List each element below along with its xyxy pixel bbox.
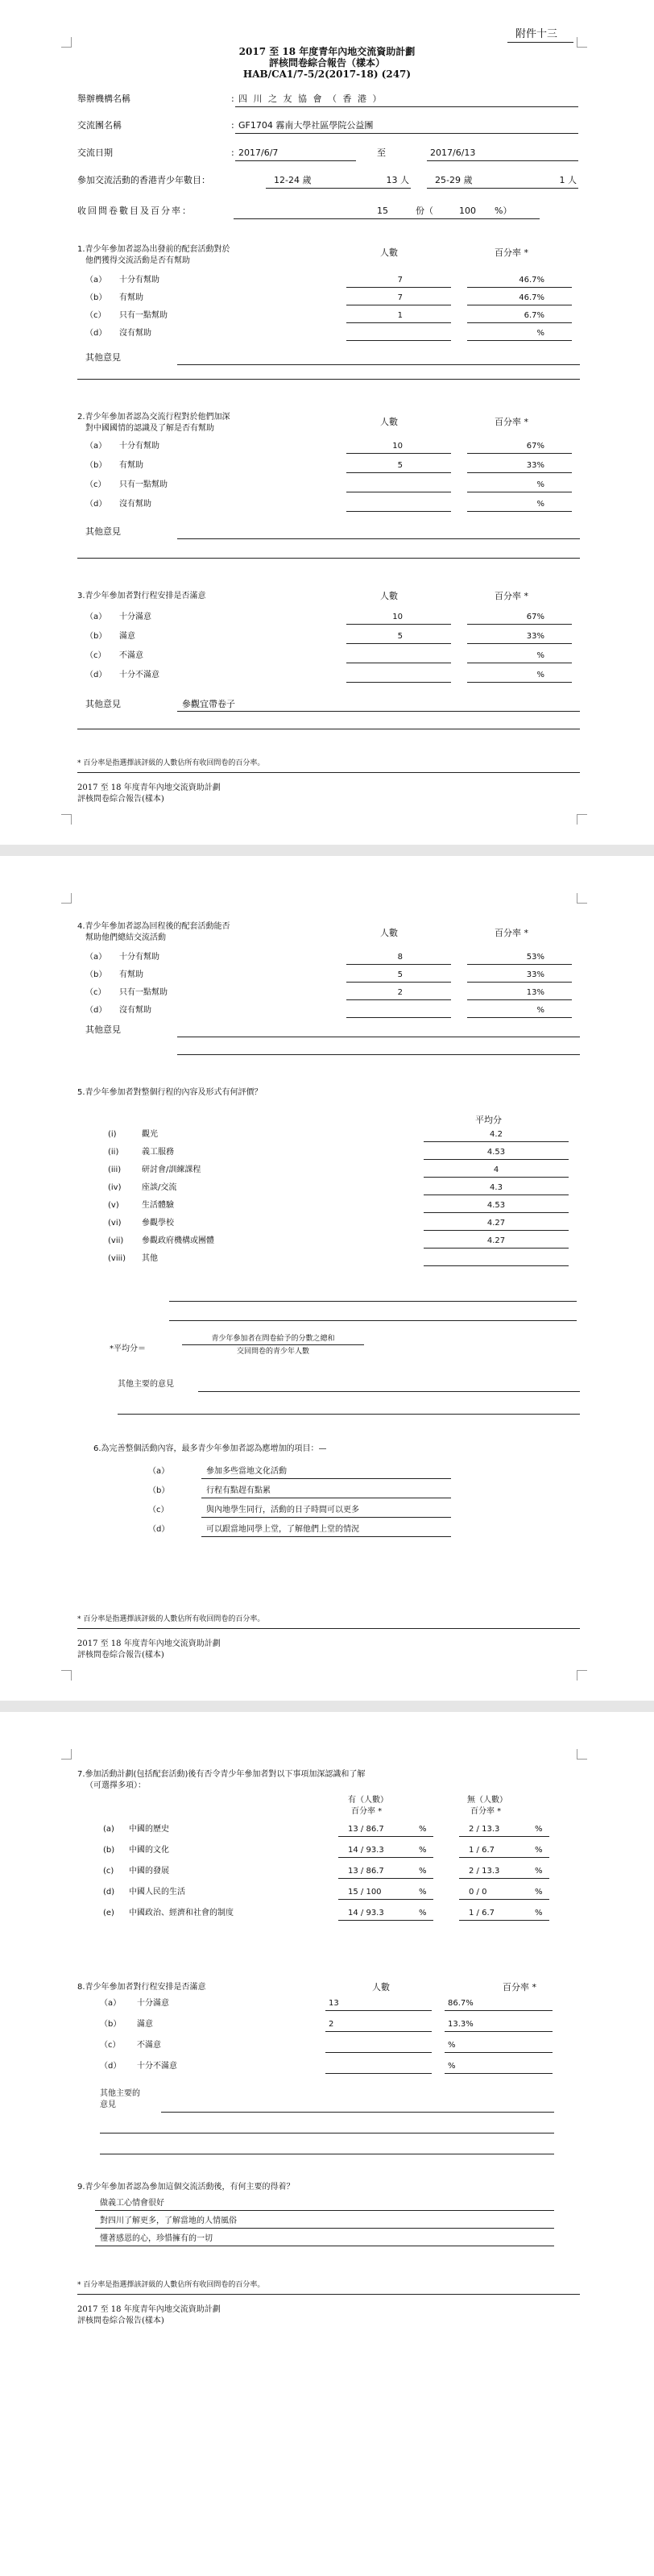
- q8-option-percent: 13.3%: [448, 2020, 474, 2029]
- q8-option-label: 十分滿意: [137, 1999, 169, 2008]
- q7-yes-percent-sign: %: [419, 1846, 427, 1855]
- underline: [424, 1177, 569, 1178]
- q2-option-mark: （c）: [85, 480, 106, 489]
- age-group-2-count: 1 人: [559, 175, 577, 185]
- q3-option-count: 10: [392, 613, 403, 621]
- q3-text: 3.青少年參加者對行程安排是否滿意: [77, 592, 206, 600]
- underline: [459, 1836, 549, 1837]
- q1-option-label: 只有一點幫助: [119, 311, 168, 320]
- q7-yes-value: 14 / 93.3: [348, 1909, 384, 1917]
- percent-header: 百分率 *: [503, 1982, 536, 1992]
- q7-item-mark: (e): [103, 1909, 114, 1917]
- q5-item-mark: (vi): [108, 1219, 122, 1228]
- q8-option-percent: %: [448, 2041, 456, 2050]
- q5-item-label: 座談/交流: [142, 1183, 177, 1192]
- q5-item-score: 4.2: [490, 1130, 503, 1139]
- underline: [467, 1017, 572, 1018]
- q3-option-percent: %: [536, 671, 544, 679]
- q7-no-percent-sign: %: [535, 1846, 543, 1855]
- percent-header: 百分率 *: [495, 928, 528, 938]
- underline: [467, 287, 572, 288]
- q5-item-score: 4: [493, 1165, 499, 1174]
- q4-option-mark: （d）: [85, 1006, 107, 1015]
- date-to-label: 至: [377, 147, 386, 158]
- q4-option-mark: （a）: [85, 953, 107, 962]
- underline: [346, 322, 451, 323]
- q5-item-label: 其他: [142, 1254, 158, 1263]
- count-header: 人數: [380, 417, 398, 427]
- returns-unit: 份（: [416, 206, 433, 216]
- q1-option-count: 1: [397, 311, 403, 320]
- percent-header: 百分率 *: [495, 591, 528, 601]
- q5-item-score: 4.53: [486, 1201, 506, 1210]
- q3-option-percent: %: [536, 651, 544, 660]
- q3-other-value: 參觀宜帶卷子: [182, 699, 235, 709]
- q2-option-label: 十分有幫助: [119, 442, 159, 451]
- yes-percent-header: 百分率 *: [351, 1807, 383, 1816]
- q4-option-label: 十分有幫助: [119, 953, 159, 962]
- q1-option-percent: 46.7%: [519, 293, 544, 302]
- q3-option-mark: （d）: [85, 671, 107, 679]
- q1-option-mark: （d）: [85, 329, 107, 338]
- underline: [325, 2031, 432, 2032]
- returns-count: 15: [377, 206, 388, 216]
- q8-option-label: 不滿意: [137, 2041, 161, 2050]
- q4-text: 4.青少年參加者認為回程後的配套活動能否: [77, 922, 230, 931]
- dates-label: 交流日期: [77, 147, 113, 158]
- count-header: 人數: [372, 1982, 390, 1992]
- q5-item-label: 參觀學校: [142, 1219, 174, 1228]
- footer-line-1: 2017 至 18 年度青年內地交流資助計劃: [77, 1639, 221, 1648]
- q7-no-value: 2 / 13.3: [469, 1825, 500, 1834]
- underline: [467, 511, 572, 512]
- q1-option-mark: （c）: [85, 311, 106, 320]
- q7-no-value: 2 / 13.3: [469, 1867, 500, 1876]
- annex-label: 附件十三: [515, 28, 558, 40]
- q5-item-mark: (iii): [108, 1165, 122, 1174]
- underline: [346, 340, 451, 341]
- q6-item-mark: （a）: [148, 1467, 170, 1476]
- q2-option-count: 10: [392, 442, 403, 451]
- no-percent-header: 百分率 *: [470, 1807, 502, 1816]
- q5-item-score: 4.3: [490, 1183, 503, 1192]
- q8-other-label: 其他主要的: [100, 2089, 140, 2098]
- underline: [346, 453, 451, 454]
- underline: [346, 472, 451, 473]
- q5-text: 5.青少年參加者對整個行程的內容及形式有何評價？: [77, 1088, 263, 1097]
- q4-option-mark: （b）: [85, 970, 107, 979]
- underline: [467, 982, 572, 983]
- formula-label: *平均分＝: [110, 1344, 146, 1353]
- q7-item-mark: (d): [103, 1888, 115, 1897]
- q1-option-percent: 6.7%: [524, 311, 544, 320]
- q5-item-mark: (iv): [108, 1183, 122, 1192]
- q2-other-label: 其他意見: [85, 526, 121, 537]
- q4-option-count: 2: [397, 988, 403, 997]
- underline: [445, 2052, 553, 2053]
- q9-answer: 對四川了解更多，了解當地的人情風俗: [100, 2217, 237, 2225]
- q2-text-2: 對中國國情的認識及了解是否有幫助: [85, 424, 214, 433]
- underline: [338, 1899, 433, 1900]
- q7-text-2: （可選擇多項）：: [85, 1781, 146, 1790]
- q7-yes-value: 15 / 100: [348, 1888, 382, 1897]
- q1-other-label: 其他意見: [85, 352, 121, 363]
- q4-option-label: 只有一點幫助: [119, 988, 168, 997]
- underline: [201, 1536, 451, 1537]
- q4-option-percent: %: [536, 1006, 544, 1015]
- q5-item-mark: (ii): [108, 1148, 119, 1157]
- underline: [467, 340, 572, 341]
- underline: [346, 1017, 451, 1018]
- q6-item-text: 行程有點趕有點累: [206, 1486, 271, 1495]
- underline: [346, 624, 451, 625]
- crop-mark: [61, 1670, 72, 1681]
- underline: [459, 1899, 549, 1900]
- q8-option-mark: （a）: [100, 1999, 122, 2008]
- q4-option-percent: 13%: [526, 988, 544, 997]
- q8-other-label-2: 意見: [100, 2100, 116, 2109]
- q2-option-percent: 33%: [526, 461, 544, 470]
- q5-item-label: 參觀政府機構或團體: [142, 1236, 214, 1245]
- underline: [467, 453, 572, 454]
- underline: [467, 999, 572, 1000]
- q7-item-label: 中國的發展: [129, 1867, 169, 1876]
- q8-option-count: 2: [329, 2020, 334, 2029]
- q3-option-label: 十分滿意: [119, 613, 151, 621]
- page-1: 附件十三 2017 至 18 年度青年內地交流資助計劃 評核問卷綜合報告（樣本） HAB/CA1/7-5/2(2017-18) (247) 舉辦機構名稱 : 四 川 之 友 協 會 （ 香 港 ） 交流團名稱 : GF1704 霧南大學社區學院公益團 交流日期 : 2017/6/7 至 2017/6/13 參加交流活動的香港青少年數目： 12-24 歲 13 人 25-29 歲 1 人 收回問卷數目及百分率： 15 份（ 100 %） 1.青少年參加者認為出發前的配套活動對於 他們獲得交流活動是否有幫助 人數 百分率 * 其他意見 2.青少年參加者認為交流行程對於他們加深 對中國國情的認識及了解是否有幫助 人數 百分率 * 其他意見 3.青少年參加者對行程安排是否滿意 人數 百分率 * 其他意見 參觀宜帶卷子 * 百分率是指選擇該評級的人數佔所有收回問卷的百分率。 2017 至 18 年度青年內地交流資助計劃 評核問卷綜合報告(樣本) （a） 十分有幫助 7 46.7% （b） 有幫助 7 46.7% （c） 只有一點幫助 1 6.7% （d） 沒有幫助 % （a） 十分有幫助 10 67% （b） 有幫助 5 33% （c） 只有一點幫助 % （d） 沒有幫助 % （a） 十分滿意 10 67% （b） 滿意 5 33% （c） 不滿意 % （d） 十分不滿意 %: [0, 0, 654, 845]
- q7-item-label: 中國政治、經濟和社會的制度: [129, 1909, 234, 1917]
- q4-option-count: 8: [397, 953, 403, 962]
- underline: [467, 472, 572, 473]
- q8-option-mark: （c）: [100, 2041, 121, 2050]
- age-group-1-count: 13 人: [386, 175, 409, 185]
- q2-option-mark: （d）: [85, 500, 107, 509]
- underline: [346, 964, 451, 965]
- q2-option-label: 只有一點幫助: [119, 480, 168, 489]
- underline: [325, 2052, 432, 2053]
- underline: [338, 1878, 433, 1879]
- returns-label: 收回問卷數目及百分率：: [77, 206, 192, 216]
- q1-option-count: 7: [397, 293, 403, 302]
- underline: [445, 2031, 553, 2032]
- program-value: GF1704 霧南大學社區學院公益團: [238, 120, 374, 131]
- count-header: 人數: [380, 591, 398, 601]
- q1-option-percent: 46.7%: [519, 276, 544, 285]
- q7-no-value: 0 / 0: [469, 1888, 487, 1897]
- age-group-2: 25-29 歲: [435, 175, 473, 185]
- q7-yes-percent-sign: %: [419, 1909, 427, 1917]
- q2-option-count: 5: [397, 461, 403, 470]
- crop-mark: [577, 1749, 587, 1760]
- underline: [445, 2073, 553, 2074]
- q7-item-label: 中國人民的生活: [129, 1888, 185, 1897]
- q7-item-mark: (b): [103, 1846, 115, 1855]
- q4-option-percent: 53%: [526, 953, 544, 962]
- q4-option-label: 有幫助: [119, 970, 143, 979]
- q2-option-percent: %: [536, 480, 544, 489]
- q7-item-mark: (a): [103, 1825, 114, 1834]
- q9-answer: 做義工心情會很好: [100, 2199, 164, 2208]
- underline: [346, 982, 451, 983]
- q8-option-mark: （b）: [100, 2020, 122, 2029]
- crop-mark: [577, 814, 587, 825]
- underline: [346, 511, 451, 512]
- q8-text: 8.青少年參加者對行程安排是否滿意: [77, 1983, 206, 1992]
- underline: [95, 2228, 554, 2229]
- returns-percent-unit: %）: [495, 206, 512, 216]
- underline: [201, 1478, 451, 1479]
- q7-item-label: 中國的文化: [129, 1846, 169, 1855]
- q3-option-mark: （a）: [85, 613, 107, 621]
- q2-option-label: 有幫助: [119, 461, 143, 470]
- q5-other-label: 其他主要的意見: [118, 1380, 174, 1389]
- date-from: 2017/6/7: [238, 147, 279, 158]
- percent-header: 百分率 *: [495, 247, 528, 258]
- yes-header: 有（人數）: [348, 1796, 388, 1805]
- crop-mark: [577, 1670, 587, 1681]
- q1-option-label: 十分有幫助: [119, 276, 159, 285]
- underline: [459, 1920, 549, 1921]
- q6-item-mark: （b）: [148, 1486, 170, 1495]
- q5-item-score: 4.27: [486, 1236, 506, 1245]
- returns-percent: 100: [459, 206, 476, 216]
- q1-option-label: 沒有幫助: [119, 329, 151, 338]
- q4-other-label: 其他意見: [85, 1024, 121, 1035]
- underline: [424, 1141, 569, 1142]
- q7-yes-percent-sign: %: [419, 1867, 427, 1876]
- q4-text-2: 幫助他們總結交流活動: [85, 933, 166, 942]
- date-to: 2017/6/13: [430, 147, 476, 158]
- q8-option-count: 13: [329, 1999, 339, 2008]
- q4-option-label: 沒有幫助: [119, 1006, 151, 1015]
- q6-item-text: 與內地學生同行，活動的日子時間可以更多: [206, 1506, 359, 1514]
- q1-option-mark: （a）: [85, 276, 107, 285]
- q7-text: 7.參加活動計劃(包括配套活動)後有否令青少年參加者對以下事項加深認識和了解: [77, 1770, 366, 1779]
- q3-option-mark: （c）: [85, 651, 106, 660]
- footer-line-1: 2017 至 18 年度青年內地交流資助計劃: [77, 783, 221, 792]
- q5-item-mark: (i): [108, 1130, 117, 1139]
- q7-no-percent-sign: %: [535, 1888, 543, 1897]
- q1-option-percent: %: [536, 329, 544, 338]
- underline: [338, 1857, 433, 1858]
- footer-line-1: 2017 至 18 年度青年內地交流資助計劃: [77, 2305, 221, 2314]
- q7-yes-value: 13 / 86.7: [348, 1825, 384, 1834]
- q5-item-label: 研討會/訓練課程: [142, 1165, 201, 1174]
- q3-option-mark: （b）: [85, 632, 107, 641]
- page-3: [0, 1712, 654, 2576]
- q5-item-score: 4.27: [486, 1219, 506, 1228]
- q8-option-label: 十分不滿意: [137, 2062, 177, 2071]
- q5-item-score: 4.53: [486, 1148, 506, 1157]
- crop-mark: [61, 1749, 72, 1760]
- formula-denominator: 交回問卷的青少年人數: [236, 1348, 309, 1356]
- count-header: 人數: [380, 247, 398, 258]
- underline: [346, 287, 451, 288]
- q7-item-label: 中國的歷史: [129, 1825, 169, 1834]
- q2-text: 2.青少年參加者認為交流行程對於他們加深: [77, 413, 230, 422]
- program-label: 交流團名稱: [77, 120, 122, 131]
- q3-option-label: 滿意: [119, 632, 135, 641]
- q7-no-value: 1 / 6.7: [469, 1846, 495, 1855]
- q7-no-value: 1 / 6.7: [469, 1909, 495, 1917]
- average-header: 平均分: [475, 1115, 502, 1125]
- q5-item-mark: (v): [108, 1201, 119, 1210]
- underline: [467, 682, 572, 683]
- q9-text: 9.青少年參加者認為參加這個交流活動後，有何主要的得着？: [77, 2183, 295, 2192]
- crop-mark: [61, 814, 72, 825]
- crop-mark: [577, 893, 587, 904]
- underline: [338, 1836, 433, 1837]
- doc-subtitle: 評核問卷綜合報告（樣本）: [268, 57, 385, 69]
- q5-item-label: 義工服務: [142, 1148, 174, 1157]
- footnote: * 百分率是指選擇該評級的人數佔所有收回問卷的百分率。: [77, 759, 265, 767]
- underline: [424, 1230, 569, 1231]
- q7-yes-percent-sign: %: [419, 1888, 427, 1897]
- q6-item-text: 參加多些當地文化活動: [206, 1467, 287, 1476]
- org-label: 舉辦機構名稱: [77, 93, 130, 104]
- q2-option-percent: %: [536, 500, 544, 509]
- q7-item-mark: (c): [103, 1867, 114, 1876]
- underline: [424, 1212, 569, 1213]
- age-group-1: 12-24 歲: [274, 175, 312, 185]
- underline: [467, 322, 572, 323]
- underline: [346, 643, 451, 644]
- q4-option-count: 5: [397, 970, 403, 979]
- q1-text: 1.青少年參加者認為出發前的配套活動對於: [77, 245, 230, 254]
- q1-option-count: 7: [397, 276, 403, 285]
- q7-yes-percent-sign: %: [419, 1825, 427, 1834]
- crop-mark: [61, 893, 72, 904]
- q1-option-label: 有幫助: [119, 293, 143, 302]
- formula-numerator: 青少年參加者在問卷給予的分數之總和: [211, 1335, 335, 1343]
- underline: [346, 999, 451, 1000]
- q3-other-label: 其他意見: [85, 699, 121, 709]
- q6-item-text: 可以跟當地同學上堂，了解他們上堂的情況: [206, 1525, 359, 1534]
- q3-option-percent: 33%: [526, 632, 544, 641]
- q6-item-mark: （c）: [148, 1506, 169, 1514]
- doc-ref: HAB/CA1/7-5/2(2017-18) (247): [242, 69, 412, 80]
- percent-header: 百分率 *: [495, 417, 528, 427]
- q8-option-percent: %: [448, 2062, 456, 2071]
- q2-option-percent: 67%: [526, 442, 544, 451]
- q3-option-count: 5: [397, 632, 403, 641]
- q8-option-label: 滿意: [137, 2020, 153, 2029]
- q5-item-label: 觀光: [142, 1130, 158, 1139]
- q6-item-mark: （d）: [148, 1525, 170, 1534]
- count-header: 人數: [380, 928, 398, 938]
- q1-option-mark: （b）: [85, 293, 107, 302]
- q4-option-mark: （c）: [85, 988, 106, 997]
- underline: [95, 2210, 554, 2211]
- footer-line-2: 評核問卷綜合報告(樣本): [77, 1651, 164, 1660]
- q7-yes-value: 13 / 86.7: [348, 1867, 384, 1876]
- underline: [201, 1517, 451, 1518]
- q2-option-mark: （a）: [85, 442, 107, 451]
- q3-option-percent: 67%: [526, 613, 544, 621]
- q2-option-mark: （b）: [85, 461, 107, 470]
- page-2: [0, 856, 654, 1701]
- underline: [467, 643, 572, 644]
- underline: [467, 624, 572, 625]
- youth-count-label: 參加交流活動的香港青少年數目：: [77, 175, 210, 185]
- underline: [325, 2073, 432, 2074]
- underline: [338, 1920, 433, 1921]
- q5-item-mark: (viii): [108, 1254, 126, 1263]
- q3-option-label: 不滿意: [119, 651, 143, 660]
- q7-no-percent-sign: %: [535, 1909, 543, 1917]
- q8-option-percent: 86.7%: [448, 1999, 474, 2008]
- underline: [325, 2010, 432, 2011]
- underline: [445, 2010, 553, 2011]
- q1-text-2: 他們獲得交流活動是否有幫助: [85, 256, 190, 265]
- underline: [424, 1159, 569, 1160]
- q3-option-label: 十分不滿意: [119, 671, 159, 679]
- q5-item-label: 生活體驗: [142, 1201, 174, 1210]
- q2-option-label: 沒有幫助: [119, 500, 151, 509]
- q7-yes-value: 14 / 93.3: [348, 1846, 384, 1855]
- org-value: 四 川 之 友 協 會 （ 香 港 ）: [238, 93, 383, 104]
- underline: [346, 682, 451, 683]
- q7-no-percent-sign: %: [535, 1867, 543, 1876]
- q8-option-mark: （d）: [100, 2062, 122, 2071]
- q6-text: 6.為完善整個活動內容，最多青少年參加者認為應增加的項目：—: [93, 1444, 327, 1453]
- q9-answer: 懂著感恩的心，珍惜擁有的一切: [100, 2234, 213, 2243]
- q4-option-percent: 33%: [526, 970, 544, 979]
- annex-underline: [507, 42, 573, 43]
- underline: [424, 1248, 569, 1249]
- q7-no-percent-sign: %: [535, 1825, 543, 1834]
- footer-line-2: 評核問卷綜合報告(樣本): [77, 2316, 164, 2325]
- no-header: 無（人數）: [467, 1796, 507, 1805]
- underline: [467, 964, 572, 965]
- underline: [424, 1265, 569, 1266]
- footnote: * 百分率是指選擇該評級的人數佔所有收回問卷的百分率。: [77, 1615, 265, 1623]
- q5-item-mark: (vii): [108, 1236, 124, 1245]
- footer-line-2: 評核問卷綜合報告(樣本): [77, 795, 164, 804]
- doc-title: 2017 至 18 年度青年內地交流資助計劃: [238, 46, 416, 57]
- footnote: * 百分率是指選擇該評級的人數佔所有收回問卷的百分率。: [77, 2281, 265, 2289]
- underline: [459, 1857, 549, 1858]
- underline: [459, 1878, 549, 1879]
